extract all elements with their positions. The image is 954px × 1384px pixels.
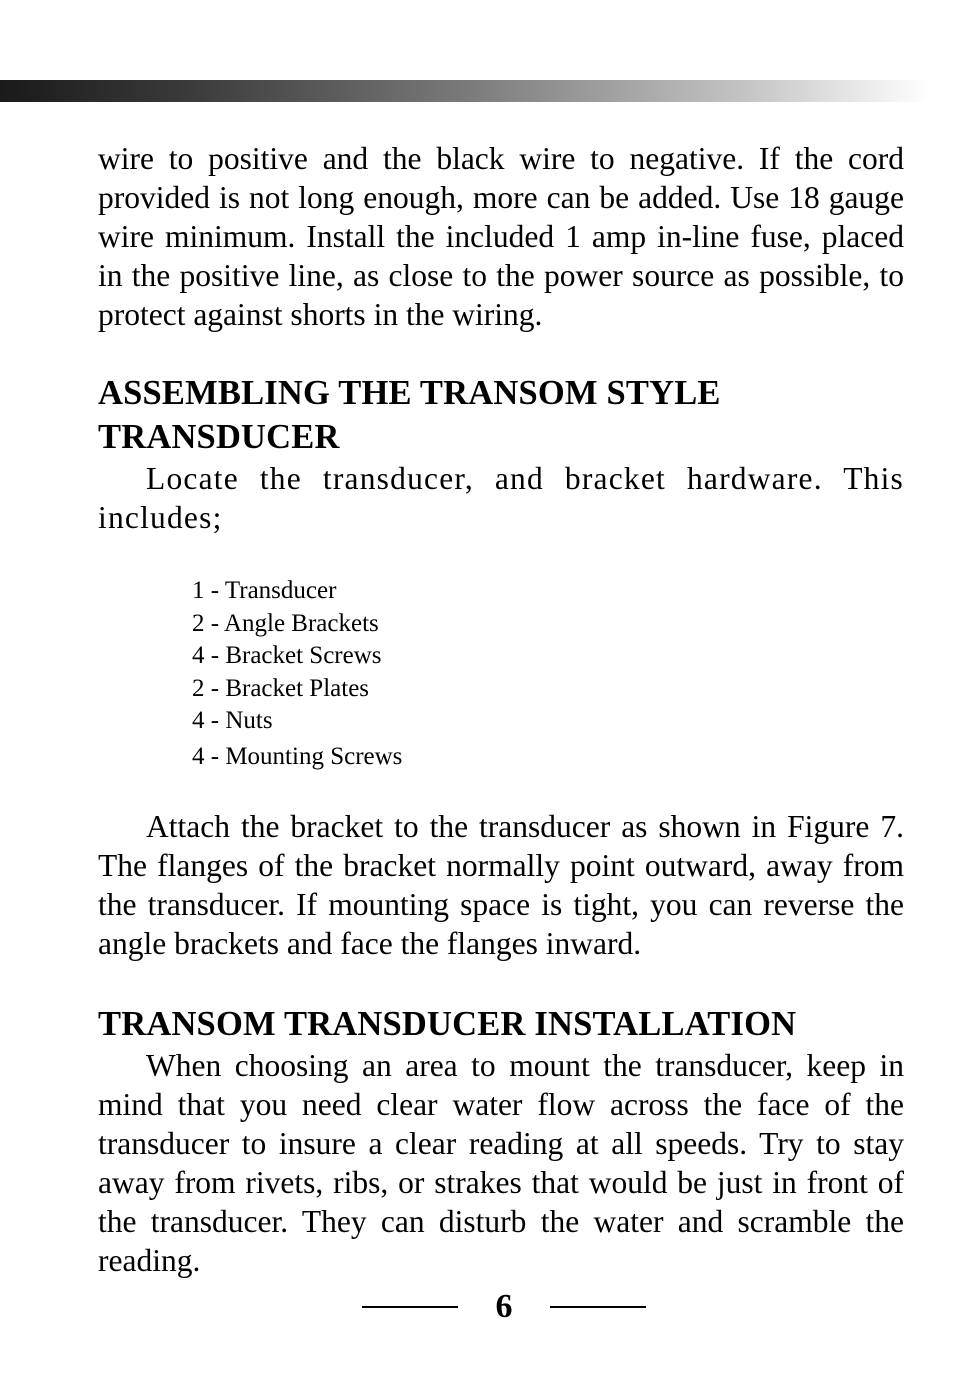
heading-line-1: ASSEMBLING THE TRANSOM STYLE: [98, 374, 721, 412]
intro-paragraph: wire to positive and the black wire to negative. If the cord provided is not long enough, more can be added. Use 18 gauge wire minimum. Install the included 1 amp in-line fuse, placed in the positive line, as close to the power source as possible, to protect against shorts in the wiring.: [98, 141, 904, 332]
bracket-attach-paragraph: Attach the bracket to the transducer as shown in Figure 7. The flanges of the bracket normally point outward, away from the transducer. If mounting space is tight, you can reverse the angle brackets and face the flanges inward.: [98, 809, 904, 961]
list-item: 4 - Bracket Screws: [192, 642, 382, 669]
page-number: 6: [495, 1288, 513, 1325]
footer-rule-left: [362, 1306, 458, 1308]
list-item: 1 - Transducer: [192, 577, 337, 604]
parts-intro-paragraph: Locate the transducer, and bracket hardware. This includes;: [98, 461, 904, 535]
header-gradient-bar: [0, 80, 930, 102]
installation-paragraph: When choosing an area to mount the transducer, keep in mind that you need clear water flow across the face of the transducer to insure a clear reading at all speeds. Try to stay away from rivets, ribs, or strakes that would be just in front of the transducer. They can disturb the water and scramble the reading.: [98, 1048, 904, 1278]
page-content: [98, 139, 904, 1280]
section-heading-assembling: [98, 371, 904, 459]
heading-line-2: TRANSDUCER: [98, 418, 340, 456]
list-item: 4 - Mounting Screws: [192, 742, 403, 770]
section-heading-installation: TRANSOM TRANSDUCER INSTALLATION: [98, 1005, 797, 1043]
list-item: 2 - Bracket Plates: [192, 674, 370, 702]
list-item: 4 - Nuts: [192, 707, 273, 734]
parts-list: [192, 575, 904, 773]
footer-rule-right: [550, 1306, 646, 1308]
page-footer: [0, 1287, 954, 1327]
list-item: 2 - Angle Brackets: [192, 609, 379, 637]
